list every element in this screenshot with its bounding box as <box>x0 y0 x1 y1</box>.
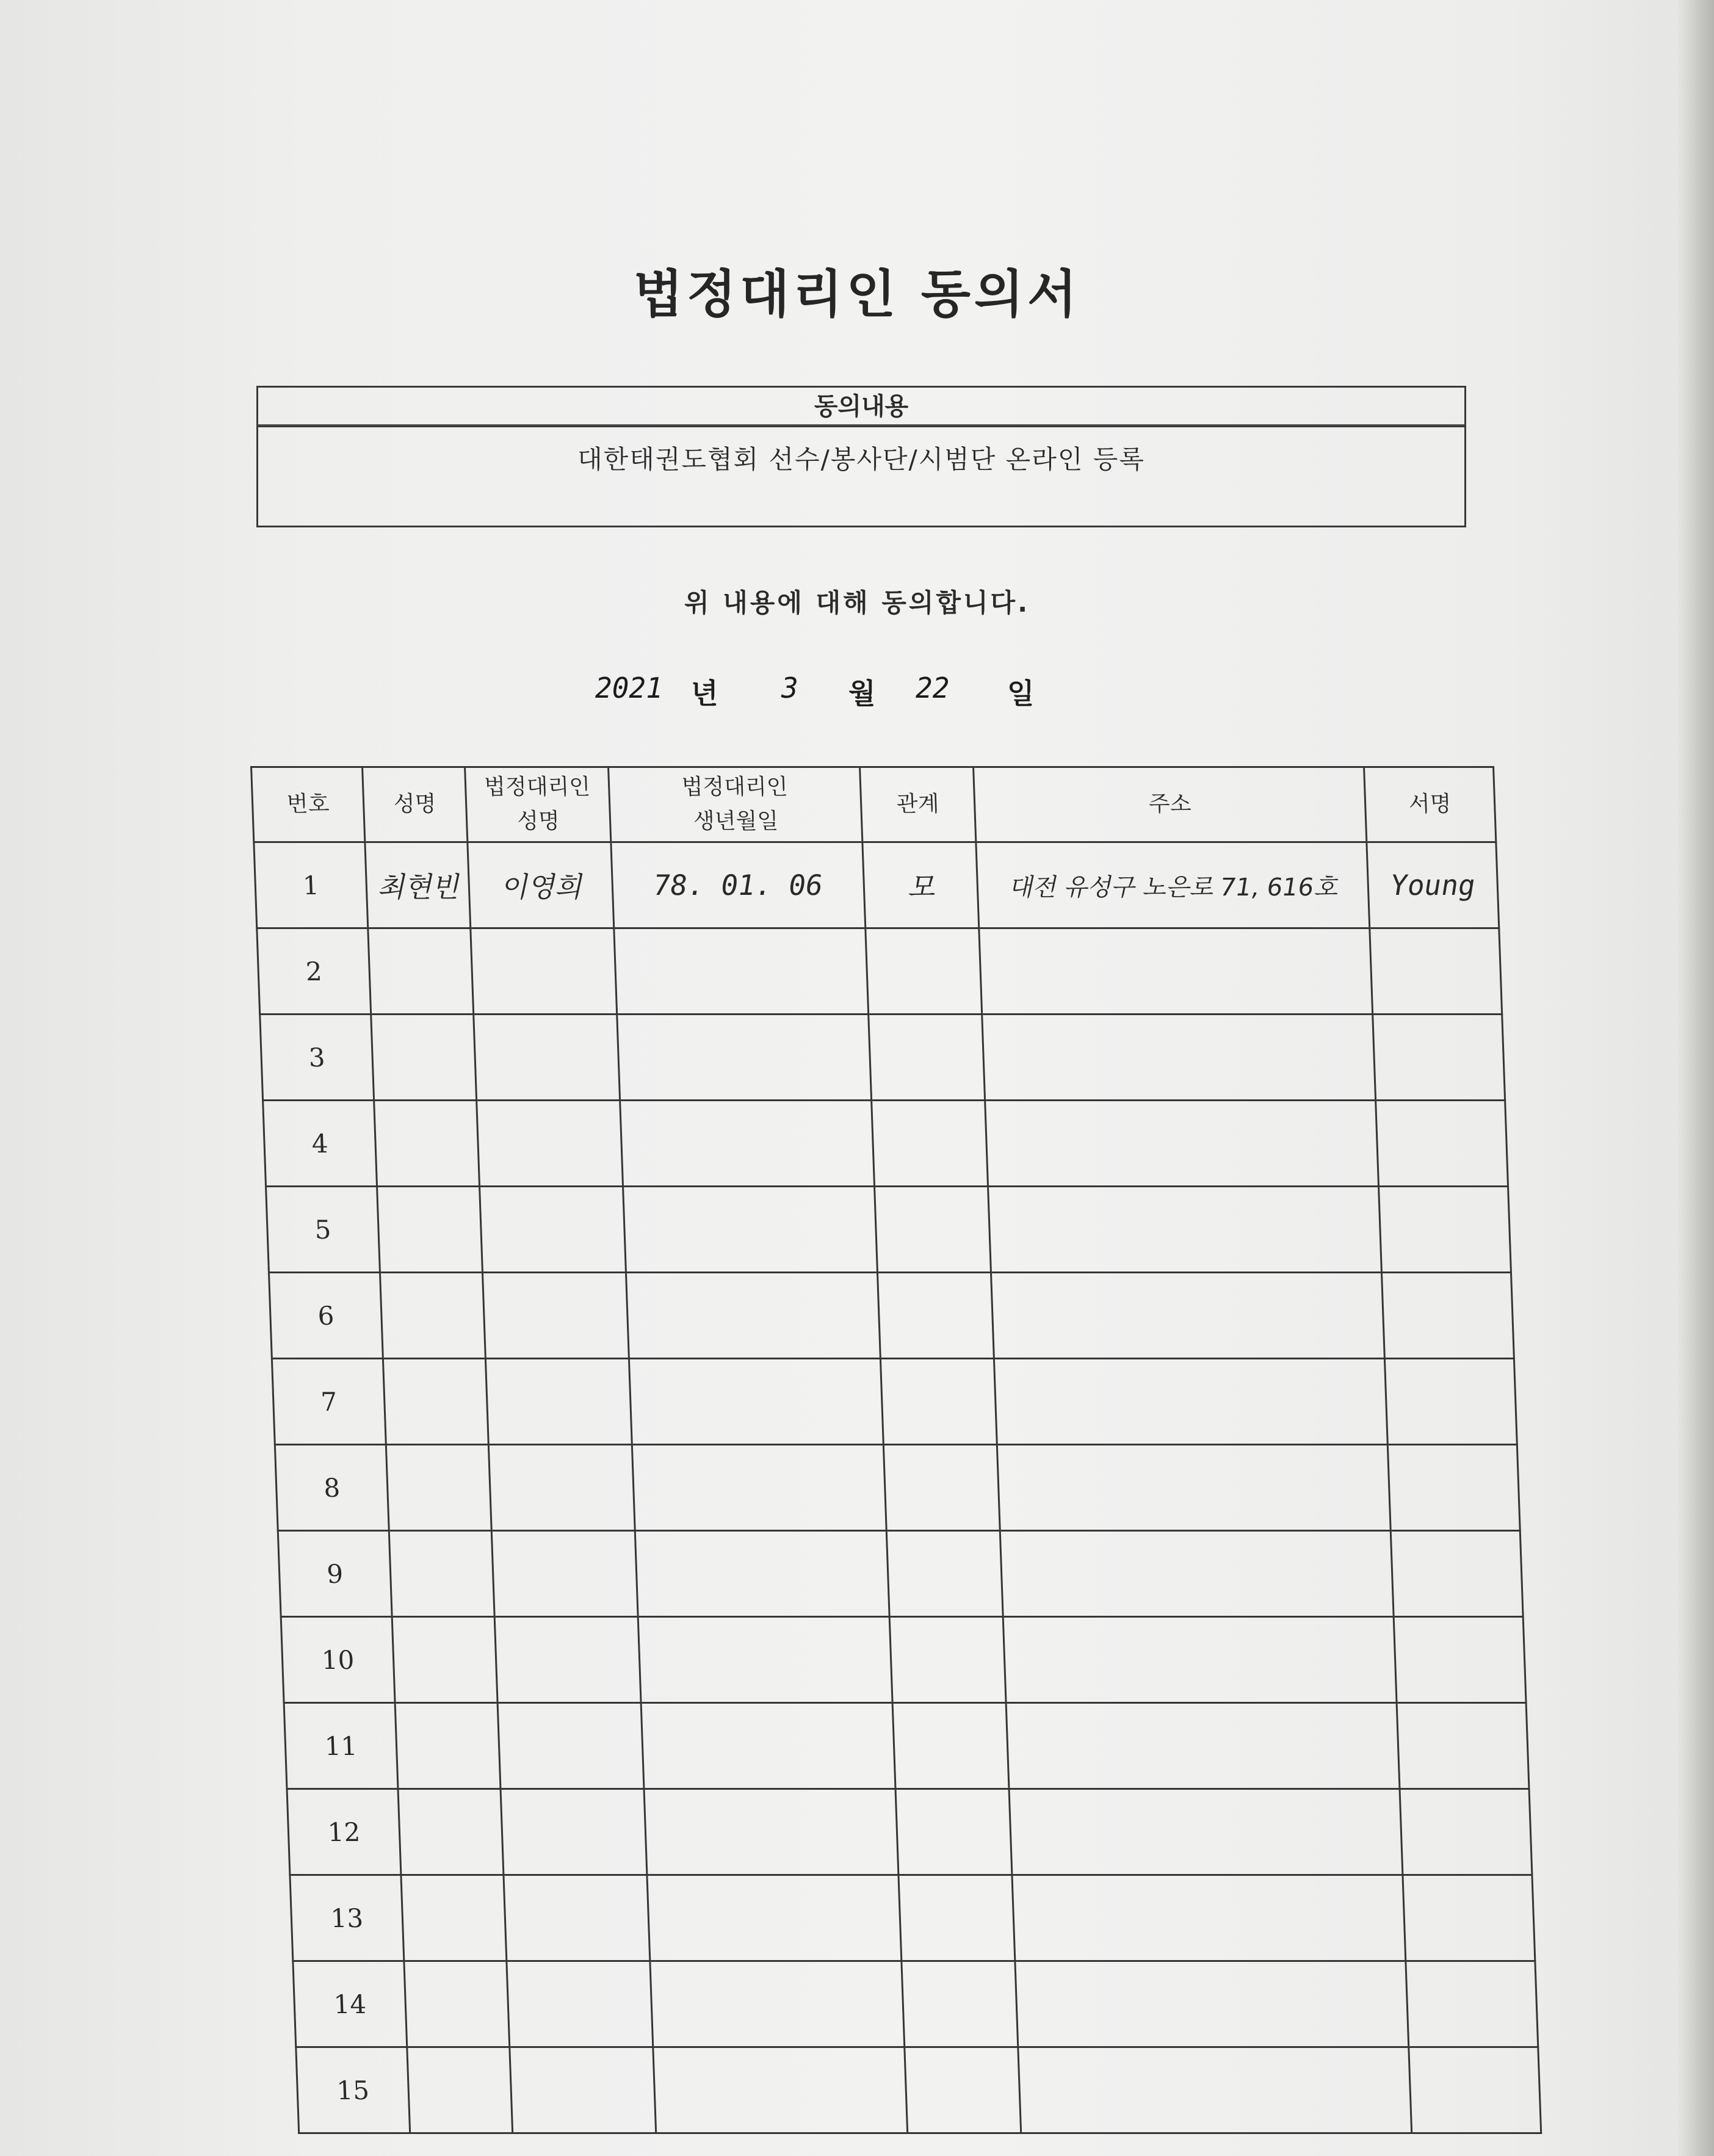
cell-guardian-name <box>485 1359 632 1445</box>
cell-address <box>997 1445 1390 1531</box>
cell-number: 13 <box>290 1875 404 1961</box>
cell-signature <box>1384 1359 1517 1445</box>
table-row <box>269 1273 1514 1359</box>
cell-guardian-name <box>477 1101 623 1187</box>
cell-number: 9 <box>278 1531 392 1617</box>
header-number: 번호 <box>251 767 365 842</box>
cell-relation <box>886 1531 1003 1617</box>
cell-guardian-birth <box>614 928 869 1015</box>
table-row <box>257 928 1502 1015</box>
date-year-unit: 년 <box>691 677 718 710</box>
cell-address <box>979 928 1373 1015</box>
cell-relation <box>905 2047 1021 2133</box>
cell-guardian-birth <box>653 2047 908 2133</box>
cell-signature <box>1381 1273 1514 1359</box>
cell-name <box>407 2047 513 2133</box>
cell-relation <box>902 1961 1018 2047</box>
cell-relation <box>895 1789 1012 1875</box>
cell-signature <box>1370 928 1502 1015</box>
cell-number: 2 <box>257 928 371 1015</box>
cell-name <box>398 1789 504 1875</box>
cell-name <box>395 1703 501 1789</box>
cell-signature <box>1400 1789 1532 1875</box>
cell-name <box>392 1617 497 1703</box>
cell-signature <box>1379 1187 1511 1273</box>
date-day-unit: 일 <box>1007 677 1035 710</box>
cell-guardian-birth <box>635 1531 889 1617</box>
cell-address <box>985 1101 1379 1187</box>
cell-relation <box>866 928 982 1015</box>
cell-signature <box>1394 1617 1526 1703</box>
cell-guardian-birth <box>647 1875 902 1961</box>
date-month-unit: 월 <box>848 677 876 710</box>
cell-signature <box>1387 1445 1520 1531</box>
cell-number: 15 <box>296 2047 410 2133</box>
cell-signature <box>1397 1703 1529 1789</box>
cell-guardian-birth <box>641 1703 895 1789</box>
cell-address <box>1015 1961 1409 2047</box>
table-row <box>260 1015 1505 1101</box>
cell-guardian-name <box>491 1531 638 1617</box>
cell-name <box>386 1445 491 1531</box>
cell-relation <box>883 1445 1000 1531</box>
cell-number: 12 <box>287 1789 401 1875</box>
cell-guardian-name: 이영희 <box>468 842 614 928</box>
cell-guardian-name <box>504 1875 650 1961</box>
cell-number: 11 <box>284 1703 398 1789</box>
table-row <box>272 1359 1517 1445</box>
cell-name <box>374 1101 480 1187</box>
cell-guardian-name <box>494 1617 641 1703</box>
header-address: 주소 <box>974 767 1367 842</box>
cell-guardian-birth <box>623 1187 878 1273</box>
cell-signature <box>1373 1015 1505 1101</box>
table-row <box>296 2047 1541 2133</box>
consent-text: 대한태권도협회 선수/봉사단/시범단 온라인 등록 <box>577 444 1145 474</box>
consent-box <box>256 386 1466 527</box>
cell-address <box>1009 1789 1403 1875</box>
cell-guardian-name <box>497 1703 644 1789</box>
table-row <box>287 1789 1532 1875</box>
cell-relation <box>875 1187 991 1273</box>
cell-address <box>1018 2047 1412 2133</box>
cell-name: 최현빈 <box>365 842 471 928</box>
cell-guardian-name <box>482 1273 629 1359</box>
table-body <box>254 842 1541 2133</box>
cell-relation: 모 <box>862 842 979 928</box>
header-guardian-name: 법정대리인 성명 <box>465 767 611 842</box>
cell-guardian-birth <box>650 1961 905 2047</box>
table-row <box>266 1187 1511 1273</box>
cell-guardian-name <box>474 1015 620 1101</box>
cell-relation <box>889 1617 1006 1703</box>
header-relation: 관계 <box>860 767 976 842</box>
cell-name <box>368 928 474 1015</box>
cell-number: 5 <box>266 1187 380 1273</box>
cell-name <box>389 1531 494 1617</box>
cell-address <box>994 1359 1387 1445</box>
cell-address <box>1006 1703 1400 1789</box>
cell-address <box>988 1187 1382 1273</box>
cell-signature: Young <box>1367 842 1499 928</box>
table-row <box>290 1875 1535 1961</box>
table-header-row <box>251 767 1496 842</box>
cell-guardian-name <box>471 928 617 1015</box>
cell-relation <box>869 1015 985 1101</box>
cell-signature <box>1376 1101 1508 1187</box>
cell-number: 14 <box>293 1961 407 2047</box>
cell-guardian-name <box>507 1961 653 2047</box>
cell-number: 3 <box>260 1015 374 1101</box>
cell-guardian-birth: 78. 01. 06 <box>611 842 866 928</box>
header-signature: 서명 <box>1364 767 1496 842</box>
cell-guardian-birth <box>626 1273 880 1359</box>
table-row <box>263 1101 1508 1187</box>
table-row <box>293 1961 1538 2047</box>
table-row <box>281 1617 1526 1703</box>
date-month: 3 <box>781 671 798 704</box>
cell-number: 8 <box>275 1445 389 1531</box>
cell-guardian-birth <box>629 1359 883 1445</box>
cell-relation <box>880 1359 997 1445</box>
cell-name <box>371 1015 477 1101</box>
cell-address <box>1000 1531 1394 1617</box>
document-title: 법정대리인 동의서 <box>633 264 1081 324</box>
cell-guardian-name <box>501 1789 647 1875</box>
consent-header: 동의내용 <box>258 388 1464 427</box>
date-year: 2021 <box>595 671 663 704</box>
cell-guardian-name <box>510 2047 656 2133</box>
cell-relation <box>892 1703 1009 1789</box>
cell-name <box>404 1961 510 2047</box>
cell-number: 6 <box>269 1273 383 1359</box>
table-row <box>284 1703 1529 1789</box>
header-guardian-birth: 법정대리인 생년월일 <box>609 767 862 842</box>
cell-signature <box>1409 2047 1541 2133</box>
cell-guardian-birth <box>638 1617 892 1703</box>
cell-address <box>1012 1875 1406 1961</box>
cell-guardian-birth <box>632 1445 886 1531</box>
cell-address: 대전 유성구 노은로 71, 616호 <box>976 842 1370 928</box>
cell-guardian-name <box>480 1187 626 1273</box>
cell-relation <box>899 1875 1015 1961</box>
cell-address <box>1003 1617 1397 1703</box>
cell-address <box>982 1015 1376 1101</box>
cell-name <box>380 1273 485 1359</box>
cell-signature <box>1390 1531 1523 1617</box>
guardian-table <box>250 766 1542 2134</box>
cell-signature <box>1406 1961 1538 2047</box>
cell-number: 10 <box>281 1617 395 1703</box>
cell-guardian-birth <box>620 1101 875 1187</box>
cell-guardian-birth <box>617 1015 872 1101</box>
table-row <box>278 1531 1523 1617</box>
table-row <box>275 1445 1520 1531</box>
cell-signature <box>1403 1875 1535 1961</box>
cell-number: 1 <box>254 842 368 928</box>
cell-address <box>991 1273 1384 1359</box>
cell-number: 7 <box>272 1359 386 1445</box>
cell-guardian-birth <box>644 1789 899 1875</box>
cell-name <box>383 1359 488 1445</box>
table-row <box>254 842 1499 928</box>
cell-relation <box>872 1101 988 1187</box>
cell-name <box>377 1187 483 1273</box>
cell-number: 4 <box>263 1101 377 1187</box>
cell-guardian-name <box>488 1445 635 1531</box>
agreement-statement: 위 내용에 대해 동의합니다. <box>684 588 1030 618</box>
header-name: 성명 <box>363 767 468 842</box>
cell-name <box>401 1875 507 1961</box>
date-day: 22 <box>916 671 950 704</box>
cell-relation <box>877 1273 994 1359</box>
